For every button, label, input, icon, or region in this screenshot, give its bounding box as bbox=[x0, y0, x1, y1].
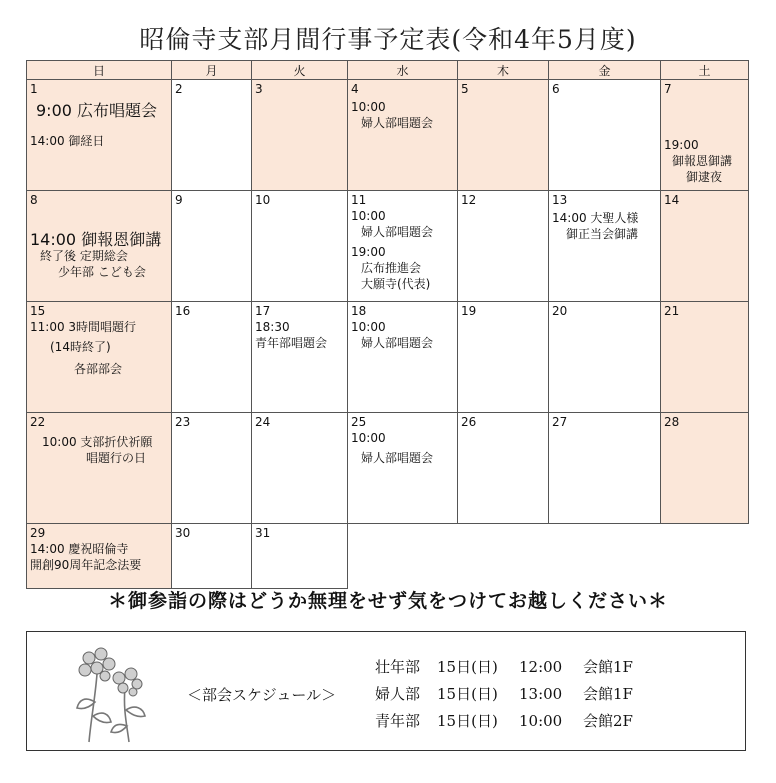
day-cell bbox=[458, 191, 549, 302]
day-cell bbox=[458, 302, 549, 413]
event-text: 大願寺(代表) bbox=[361, 277, 431, 291]
day-cell bbox=[549, 413, 661, 524]
calendar-week-row bbox=[27, 80, 749, 191]
schedule-label: ＜部会スケジュール＞ bbox=[187, 686, 337, 704]
day-number: 15 bbox=[30, 304, 46, 318]
day-cell bbox=[172, 413, 252, 524]
event-text: 14:00 御報恩御講 bbox=[30, 230, 162, 249]
day-cell bbox=[172, 302, 252, 413]
weekday-header: 土 bbox=[661, 61, 749, 80]
event-text: 9:00 広布唱題会 bbox=[36, 101, 158, 120]
event-text: 唱題行の日 bbox=[86, 451, 147, 465]
day-cell bbox=[549, 80, 661, 191]
day-number: 4 bbox=[351, 82, 359, 96]
day-cell bbox=[172, 524, 252, 589]
event-text: 青年部唱題会 bbox=[255, 336, 328, 350]
day-number: 29 bbox=[30, 526, 46, 540]
schedule-date: 15日(日) bbox=[437, 712, 498, 730]
day-number: 2 bbox=[175, 82, 183, 96]
day-cell bbox=[27, 80, 172, 191]
schedule-place: 会館1F bbox=[583, 685, 633, 703]
event-text: 19:00 bbox=[664, 138, 699, 152]
day-number: 17 bbox=[255, 304, 271, 318]
day-number: 8 bbox=[30, 193, 38, 207]
schedule-group: 青年部 bbox=[375, 712, 421, 730]
schedule-place: 会館1F bbox=[583, 658, 633, 676]
day-number: 13 bbox=[552, 193, 568, 207]
day-number: 14 bbox=[664, 193, 680, 207]
day-cell bbox=[27, 413, 172, 524]
day-cell bbox=[348, 413, 458, 524]
day-number: 30 bbox=[175, 526, 191, 540]
day-cell bbox=[172, 80, 252, 191]
day-number: 1 bbox=[30, 82, 38, 96]
calendar-table bbox=[26, 60, 749, 589]
day-number: 3 bbox=[255, 82, 263, 96]
day-number: 24 bbox=[255, 415, 271, 429]
schedule-place: 会館2F bbox=[583, 712, 633, 730]
event-text: 14:00 御経日 bbox=[30, 134, 105, 148]
weekday-header: 火 bbox=[252, 61, 348, 80]
schedule-time: 12:00 bbox=[519, 658, 563, 676]
day-cell bbox=[458, 413, 549, 524]
day-number: 7 bbox=[664, 82, 672, 96]
day-number: 22 bbox=[30, 415, 46, 429]
schedule-row bbox=[375, 683, 633, 710]
event-text: 開創90周年記念法要 bbox=[30, 558, 142, 572]
weekday-header: 水 bbox=[348, 61, 458, 80]
day-number: 21 bbox=[664, 304, 680, 318]
day-number: 26 bbox=[461, 415, 477, 429]
event-text: 婦人部唱題会 bbox=[361, 336, 434, 350]
event-text: 広布推進会 bbox=[361, 261, 422, 275]
weekday-header: 日 bbox=[27, 61, 172, 80]
empty-cell bbox=[348, 524, 458, 589]
day-cell bbox=[252, 191, 348, 302]
event-text: 婦人部唱題会 bbox=[361, 451, 434, 465]
event-text: (14時終了) bbox=[50, 340, 111, 354]
event-text: 10:00 bbox=[351, 209, 386, 223]
day-number: 19 bbox=[461, 304, 477, 318]
weekday-header: 金 bbox=[549, 61, 661, 80]
empty-cell bbox=[549, 524, 661, 589]
calendar-week-row bbox=[27, 524, 749, 589]
page-title: 昭倫寺支部月間行事予定表(令和4年5月度) bbox=[139, 25, 637, 54]
event-text: 御正当会御講 bbox=[566, 227, 639, 241]
event-text: 少年部 こども会 bbox=[58, 265, 146, 279]
weekday-header: 月 bbox=[172, 61, 252, 80]
schedule-row bbox=[375, 710, 633, 737]
event-text: 各部部会 bbox=[74, 362, 123, 376]
day-number: 18 bbox=[351, 304, 367, 318]
rapeseed-flower-icon bbox=[71, 644, 155, 744]
event-text: 10:00 支部折伏祈願 bbox=[42, 435, 153, 449]
day-cell bbox=[252, 302, 348, 413]
day-number: 20 bbox=[552, 304, 568, 318]
day-cell bbox=[661, 80, 749, 191]
schedule-box bbox=[26, 631, 746, 751]
event-text: 10:00 bbox=[351, 320, 386, 334]
day-cell bbox=[661, 302, 749, 413]
day-cell bbox=[348, 80, 458, 191]
calendar-week-row bbox=[27, 413, 749, 524]
day-cell bbox=[348, 191, 458, 302]
day-number: 27 bbox=[552, 415, 568, 429]
weekday-header: 木 bbox=[458, 61, 549, 80]
day-number: 6 bbox=[552, 82, 560, 96]
schedule-date: 15日(日) bbox=[437, 685, 498, 703]
day-number: 10 bbox=[255, 193, 271, 207]
event-text: 10:00 bbox=[351, 431, 386, 445]
day-cell bbox=[661, 413, 749, 524]
event-text: 18:30 bbox=[255, 320, 290, 334]
day-cell bbox=[172, 191, 252, 302]
schedule-row bbox=[375, 656, 633, 683]
day-number: 9 bbox=[175, 193, 183, 207]
empty-cell bbox=[661, 524, 749, 589]
schedule-time: 10:00 bbox=[519, 712, 563, 730]
day-number: 25 bbox=[351, 415, 367, 429]
schedule-list bbox=[375, 656, 633, 737]
event-text: 御報恩御講 bbox=[672, 154, 733, 168]
schedule-group: 壮年部 bbox=[375, 658, 421, 676]
day-cell bbox=[348, 302, 458, 413]
event-text: 御逮夜 bbox=[686, 170, 723, 184]
event-text: 11:00 3時間唱題行 bbox=[30, 320, 137, 334]
event-text: 14:00 慶祝昭倫寺 bbox=[30, 542, 129, 556]
day-number: 11 bbox=[351, 193, 367, 207]
day-number: 12 bbox=[461, 193, 477, 207]
schedule-date: 15日(日) bbox=[437, 658, 498, 676]
day-number: 28 bbox=[664, 415, 680, 429]
day-cell bbox=[661, 191, 749, 302]
day-number: 5 bbox=[461, 82, 469, 96]
calendar-week-row bbox=[27, 191, 749, 302]
empty-cell bbox=[458, 524, 549, 589]
day-cell bbox=[27, 191, 172, 302]
calendar-body bbox=[27, 80, 749, 589]
event-text: 10:00 bbox=[351, 100, 386, 114]
day-cell bbox=[252, 80, 348, 191]
day-cell bbox=[252, 524, 348, 589]
weekday-header-row bbox=[27, 61, 749, 80]
day-cell bbox=[549, 302, 661, 413]
event-text: 19:00 bbox=[351, 245, 386, 259]
event-text: 婦人部唱題会 bbox=[361, 225, 434, 239]
schedule-time: 13:00 bbox=[519, 685, 563, 703]
day-number: 16 bbox=[175, 304, 191, 318]
event-text: 終了後 定期総会 bbox=[40, 249, 128, 263]
day-cell bbox=[252, 413, 348, 524]
notice-text: ＊御参詣の際はどうか無理をせず気をつけてお越しください＊ bbox=[107, 590, 668, 612]
schedule-group: 婦人部 bbox=[375, 685, 421, 703]
day-number: 31 bbox=[255, 526, 271, 540]
event-text: 14:00 大聖人様 bbox=[552, 211, 639, 225]
event-text: 婦人部唱題会 bbox=[361, 116, 434, 130]
day-cell bbox=[549, 191, 661, 302]
day-cell bbox=[27, 302, 172, 413]
day-cell bbox=[458, 80, 549, 191]
day-cell bbox=[27, 524, 172, 589]
day-number: 23 bbox=[175, 415, 191, 429]
calendar-week-row bbox=[27, 302, 749, 413]
